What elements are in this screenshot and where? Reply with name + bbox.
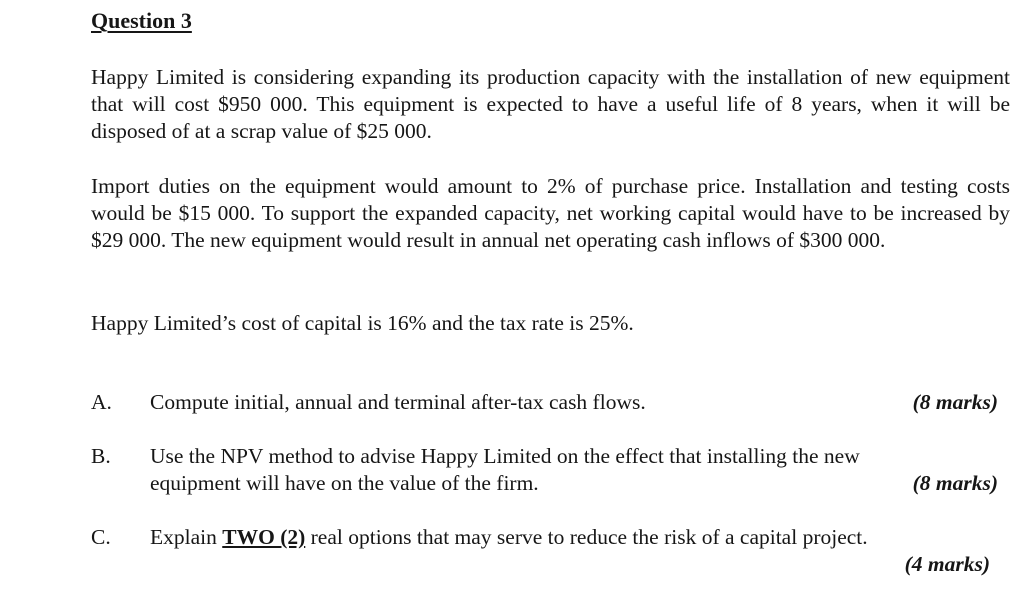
question-marks: (8 marks) xyxy=(912,471,998,495)
question-text-line: equipment will have on the value of the firm. xyxy=(150,471,539,495)
question-text xyxy=(150,524,998,551)
question-letter: B. xyxy=(91,444,111,468)
question-letter: C. xyxy=(91,525,111,549)
question-b xyxy=(91,443,998,503)
paragraph-cost-of-capital: Happy Limited’s cost of capital is 16% and the tax rate is 25%. xyxy=(91,311,634,335)
paragraph-equipment: Happy Limited is considering expanding its production capacity with the installation of new equipment that will cost $950 000. This equipment is expected to have a useful life of 8 years, when it will be disposed of at a scrap value of $25 000. xyxy=(91,65,1010,143)
emphasis-two: TWO (2) xyxy=(222,525,306,549)
question-text-before: Explain xyxy=(150,525,223,549)
question-text xyxy=(150,443,998,497)
question-text: Compute initial, annual and terminal after-tax cash flows. xyxy=(150,390,646,414)
question-text-line: Use the NPV method to advise Happy Limited on the effect that installing the new xyxy=(150,444,860,468)
question-c xyxy=(91,524,998,584)
question-a xyxy=(91,389,998,419)
question-text-after: real options that may serve to reduce the risk of a capital project. xyxy=(305,525,868,549)
question-letter: A. xyxy=(91,390,112,414)
question-marks: (8 marks) xyxy=(912,390,998,414)
question-title: Question 3 xyxy=(91,8,192,33)
question-marks: (4 marks) xyxy=(904,552,990,576)
paragraph-costs: Import duties on the equipment would amount to 2% of purchase price. Installation and testing costs would be $15 000. To support the expanded capacity, net working capital would have to be increased by $29 000. The new equipment would result in annual net operating cash inflows of $300 000. xyxy=(91,174,1010,252)
